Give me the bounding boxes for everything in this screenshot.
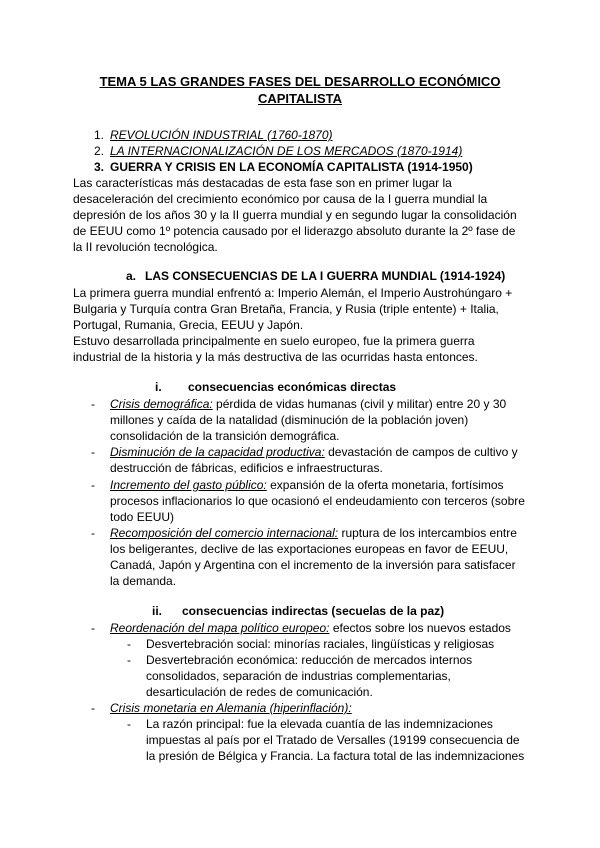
bullet-line: consolidación de la transición demográfica. [110, 429, 340, 443]
bullet-dash: - [91, 478, 95, 492]
document-title-line-1: TEMA 5 LAS GRANDES FASES DEL DESARROLLO ECONÓMICO [99, 74, 501, 89]
bullet-line: todo EEUU) [110, 510, 175, 524]
nested-line: Desvertebración económica: reducción de mercados internos [146, 653, 473, 667]
bullet-text: ruptura de los intercambios entre [338, 526, 517, 540]
bullet-line [110, 444, 518, 460]
bullet-line: Canadá, Japón y Argentina con el incremento de la inversión para satisfacer [110, 558, 516, 572]
section-a-para-line: Estuvo desarrollada principalmente en suelo europeo, fue la primera guerra [73, 334, 475, 348]
bullet-dash: - [91, 445, 95, 459]
bullet-line [110, 477, 504, 493]
bullet-text: efectos sobre los nuevos estados [329, 621, 511, 635]
sub-i-heading: consecuencias económicas directas [188, 380, 397, 394]
nested-line: La razón principal: fue la elevada cuantía de las indemnizaciones [146, 717, 493, 731]
nested-line: impuestas al país por el Tratado de Versalles (19199 consecuencia de [146, 733, 520, 747]
bullet-line [110, 620, 511, 636]
intro-line: Las características más destacadas de esta fase son en primer lugar la [73, 176, 452, 190]
section-a-para-line: Portugal, Rumania, Grecia, EEUU y Japón. [73, 318, 304, 332]
bullet-label: Crisis demográfica: [110, 397, 213, 411]
intro-line: la II revolución tecnológica. [73, 240, 218, 254]
bullet-line: los beligerantes, declive de las exportaciones europeas en favor de EEUU, [110, 542, 509, 556]
sub-ii-heading: consecuencias indirectas (secuelas de la paz) [182, 604, 445, 618]
intro-line: desaceleración del crecimiento económico por causa de la I guerra mundial la [73, 192, 488, 206]
bullet-label: Crisis monetaria en Alemania (hiperinflación): [110, 701, 352, 715]
bullet-label: Incremento del gasto público: [110, 478, 267, 492]
bullet-dash: - [91, 701, 95, 715]
bullet-text: pérdida de vidas humanas (civil y militar) entre 20 y 30 [212, 397, 507, 411]
bullet-dash: - [91, 526, 95, 540]
bullet-line: procesos inflacionarios lo que ocasionó el endeudamiento con terceros (sobre [110, 494, 525, 508]
bullet-text: devastación de campos de cultivo y [324, 445, 518, 459]
bullet-line [110, 525, 517, 541]
nested-line: Desvertebración social: minorías raciales, lingüísticas y religiosas [146, 637, 495, 651]
intro-line: de EEUU como 1º potencia causado por el liderazgo absoluto durante la 2º fase de [73, 224, 516, 238]
nested-dash: - [127, 653, 131, 667]
outline-num-2: 2. [94, 144, 105, 158]
section-a-heading: LAS CONSECUENCIAS DE LA I GUERRA MUNDIAL (1914-1924) [145, 269, 506, 283]
nested-line: la presión de Bélgica y Francia. La factura total de las indemnizaciones [146, 749, 525, 763]
section-a-num: a. [126, 269, 137, 283]
intro-line: depresión de los años 30 y la II guerra mundial y en segundo lugar la consolidación [73, 208, 517, 222]
bullet-dash: - [91, 397, 95, 411]
outline-item-1[interactable]: REVOLUCIÓN INDUSTRIAL (1760-1870) [110, 128, 333, 142]
nested-dash: - [127, 637, 131, 651]
section-a-para-line: Bulgaria y Turquía contra Gran Bretaña, Francia, y Rusia (triple entente) + Italia, [73, 302, 499, 316]
sub-ii-num: ii. [152, 604, 163, 618]
outline-num-3: 3. [94, 160, 105, 174]
section-a-para-line: La primera guerra mundial enfrentó a: Imperio Alemán, el Imperio Austrohúngaro + [73, 286, 513, 300]
nested-line: consolidados, separación de industrias complementarias, [146, 669, 451, 683]
section-a-para-line: industrial de la historia y la más destructiva de las ocurridas hasta entonces. [73, 350, 478, 364]
bullet-dash: - [91, 621, 95, 635]
nested-line: desarticulación de redes de comunicación. [146, 685, 373, 699]
outline-item-2[interactable]: LA INTERNACIONALIZACIÓN DE LOS MERCADOS (1870-1914) [110, 144, 463, 158]
bullet-line: millones y caída de la natalidad (disminución de la población joven) [110, 413, 469, 427]
sub-i-num: i. [155, 380, 162, 394]
bullet-label: Recomposición del comercio internacional: [110, 526, 339, 540]
nested-dash: - [127, 717, 131, 731]
bullet-label: Reordenación del mapa político europeo: [110, 621, 330, 635]
bullet-line: la demanda. [110, 574, 177, 588]
bullet-line: destrucción de fábricas, edificios e infraestructuras. [110, 461, 383, 475]
outline-item-3: GUERRA Y CRISIS EN LA ECONOMÍA CAPITALISTA (1914-1950) [110, 160, 473, 174]
outline-num-1: 1. [94, 128, 105, 142]
document-title-line-2: CAPITALISTA [257, 91, 342, 106]
bullet-line [110, 396, 506, 412]
bullet-text: expansión de la oferta monetaria, fortísimos [266, 478, 504, 492]
bullet-label: Disminución de la capacidad productiva: [110, 445, 325, 459]
